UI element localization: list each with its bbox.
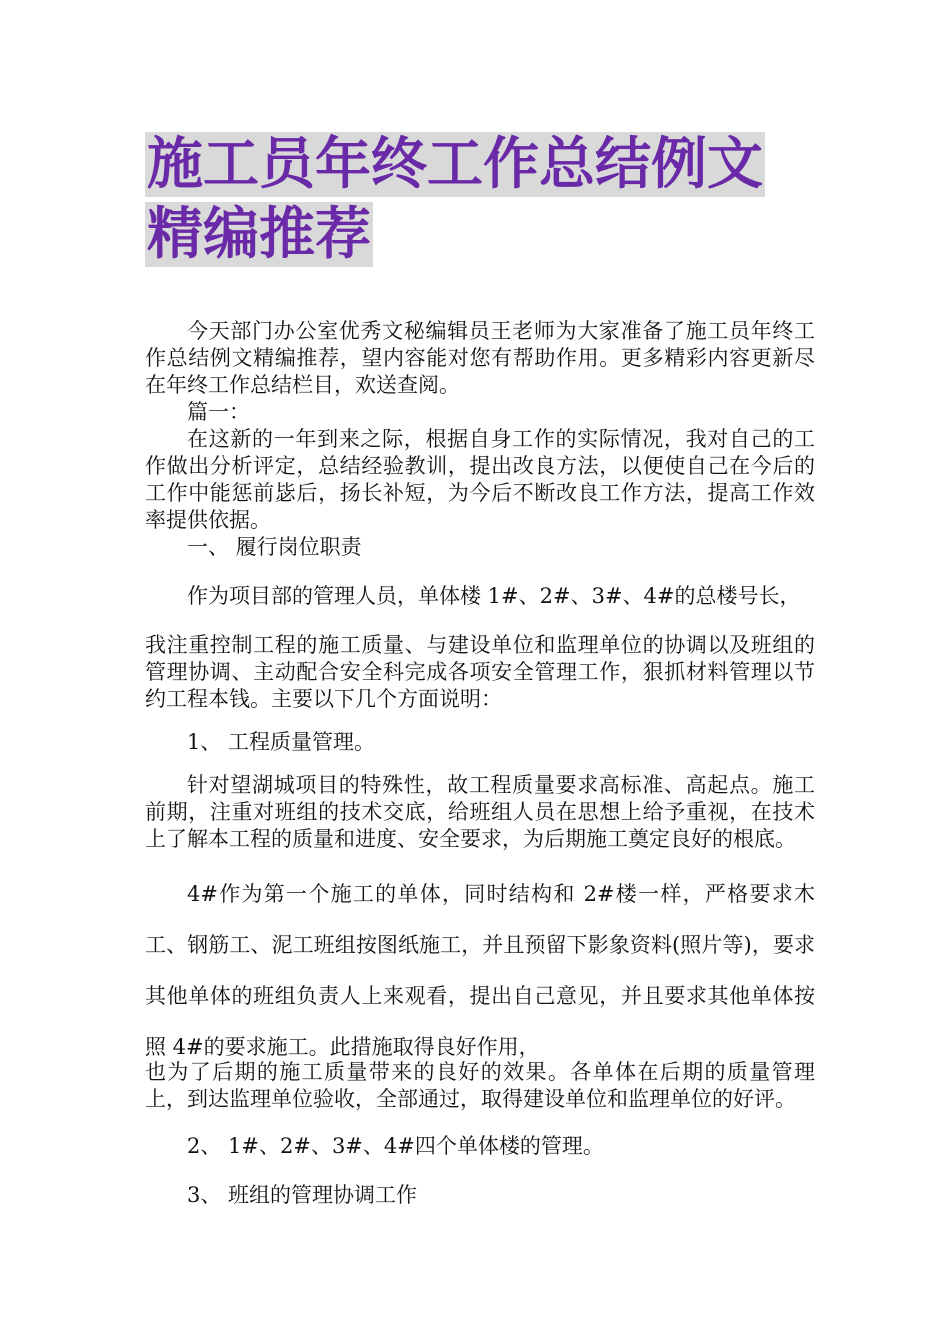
- heading-team-coordination: 3、 班组的管理协调工作: [187, 1183, 418, 1207]
- paragraph-reflection: 在这新的一年到来之际，根据自身工作的实际情况，我对自己的工作做出分析评定，总结经验教训，提出改良方法，以便使自己在今后的工作中能惩前毖后，扬长补短，为今后不断改良工作方法，提高工作效率提供依据。: [145, 427, 815, 532]
- paragraph-role: 作为项目部的管理人员，单体楼 1#、2#、3#、4#的总楼号长，: [187, 584, 801, 608]
- paragraph-responsibilities: 我注重控制工程的施工质量、与建设单位和监理单位的协调以及班组的管理协调、主动配合安全科完成各项安全管理工作，狠抓材料管理以节约工程本钱。主要以下几个方面说明：: [145, 633, 815, 711]
- paragraph-building-4: 4#作为第一个施工的单体，同时结构和 2#楼一样，严格要求木工、钢筋工、泥工班组按图纸施工，并且预留下影象资料(照片等)，要求其他单体的班组负责人上来观看，提出自己意见，并且要求其他单体按照 4#的要求施工。此措施取得良好作用，: [145, 882, 815, 1059]
- intro-paragraph: 今天部门办公室优秀文秘编辑员王老师为大家准备了施工员年终工作总结例文精编推荐，望内容能对您有帮助作用。更多精彩内容更新尽在年终工作总结栏目，欢送查阅。: [145, 319, 815, 397]
- heading-buildings: 2、 1#、2#、3#、4#四个单体楼的管理。: [187, 1134, 604, 1158]
- paragraph-quality-results: 也为了后期的施工质量带来的良好的效果。各单体在后期的质量管理上，到达监理单位验收，全部通过，取得建设单位和监理单位的好评。: [145, 1060, 815, 1111]
- paragraph-quality-standards: 针对望湖城项目的特殊性，故工程质量要求高标准、高起点。施工前期，注重对班组的技术交底，给班组人员在思想上给予重视，在技术上了解本工程的质量和进度、安全要求，为后期施工奠定良好的根底。: [145, 773, 815, 851]
- document-title: [145, 130, 815, 270]
- document-body: [145, 318, 815, 1209]
- title-highlight: 施工员年终工作总结例文精编推荐: [147, 132, 763, 267]
- heading-duties: 一、 履行岗位职责: [187, 535, 362, 559]
- heading-quality: 1、 工程质量管理。: [187, 730, 376, 754]
- section-label-part-one: 篇一：: [187, 400, 250, 424]
